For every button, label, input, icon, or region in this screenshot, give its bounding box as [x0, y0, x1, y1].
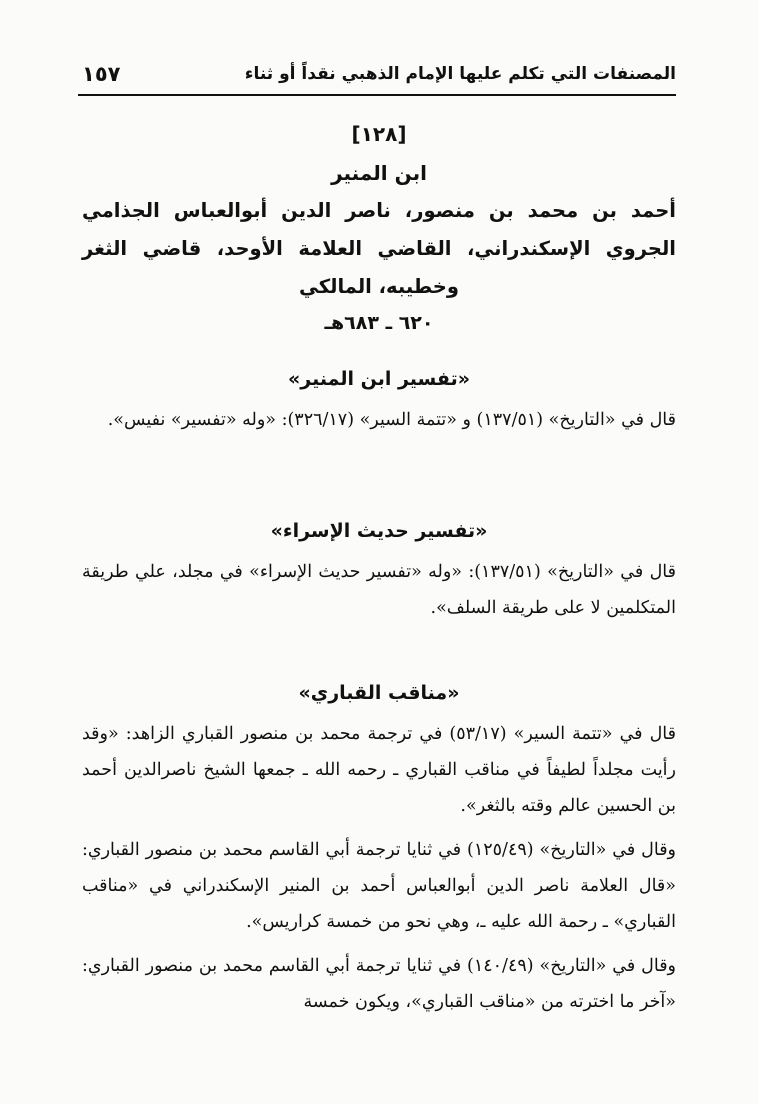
section-title: «تفسير ابن المنير» — [288, 368, 470, 390]
section-paragraph: قال في «التاريخ» (١٣٧/٥١) و «تتمة السير» (٣٢٦/١٧): «وله «تفسير» نفيس». — [107, 410, 676, 430]
entry-short-name: ابن المنير — [331, 161, 427, 185]
entry-full-name: أحمد بن محمد بن منصور، ناصر الدين أبوالعباس الجذامي الجروي الإسكندراني، القاضي العلامة الأوحد، قاضي الثغر وخطيبه، المالكي — [82, 199, 676, 298]
section-paragraph: وقال في «التاريخ» (١٤٠/٤٩) في ثنايا ترجمة أبي القاسم محمد بن منصور القباري: «آخر ما اخترته من «مناقب القباري»، ويكون خمسة — [82, 956, 677, 1012]
section-tafsir-hadith-alisra — [82, 516, 676, 626]
section-paragraph: قال في «تتمة السير» (٥٣/١٧) في ترجمة محمد بن منصور القباري الزاهد: «وقد رأيت مجلداً لطيفاً في مناقب القباري ـ رحمه الله ـ جمعها الشيخ ناصرالدين أحمد بن الحسين عالم وقته بالثغر». — [82, 724, 676, 816]
section-tafsir-ibn-almunir — [82, 364, 676, 438]
running-header — [78, 50, 676, 96]
entry-dates: ٦٢٠ ـ ٦٨٣هـ — [324, 312, 434, 334]
section-paragraph: قال في «التاريخ» (١٣٧/٥١): «وله «تفسير حديث الإسراء» في مجلد، علي طريقة المتكلمين لا على طريقة السلف». — [82, 562, 676, 618]
section-paragraph: وقال في «التاريخ» (١٢٥/٤٩) في ثنايا ترجمة أبي القاسم محمد بن منصور القباري: «قال العلامة ناصر الدين أبوالعباس أحمد بن المنير الإسكندراني في «مناقب القباري» ـ رحمة الله عليه ـ، وهي نحو من خمسة كراريس». — [82, 840, 677, 932]
entry-number: [١٢٨] — [351, 122, 407, 146]
section-title: «تفسير حديث الإسراء» — [270, 520, 488, 542]
page-number: ١٥٧ — [82, 62, 121, 86]
section-manaqib-alqabbari — [82, 678, 676, 1020]
running-title: المصنفات التي تكلم عليها الإمام الذهبي نقداً أو ثناء — [244, 64, 676, 84]
biography-entry — [82, 118, 676, 340]
section-title: «مناقب القباري» — [298, 682, 460, 704]
